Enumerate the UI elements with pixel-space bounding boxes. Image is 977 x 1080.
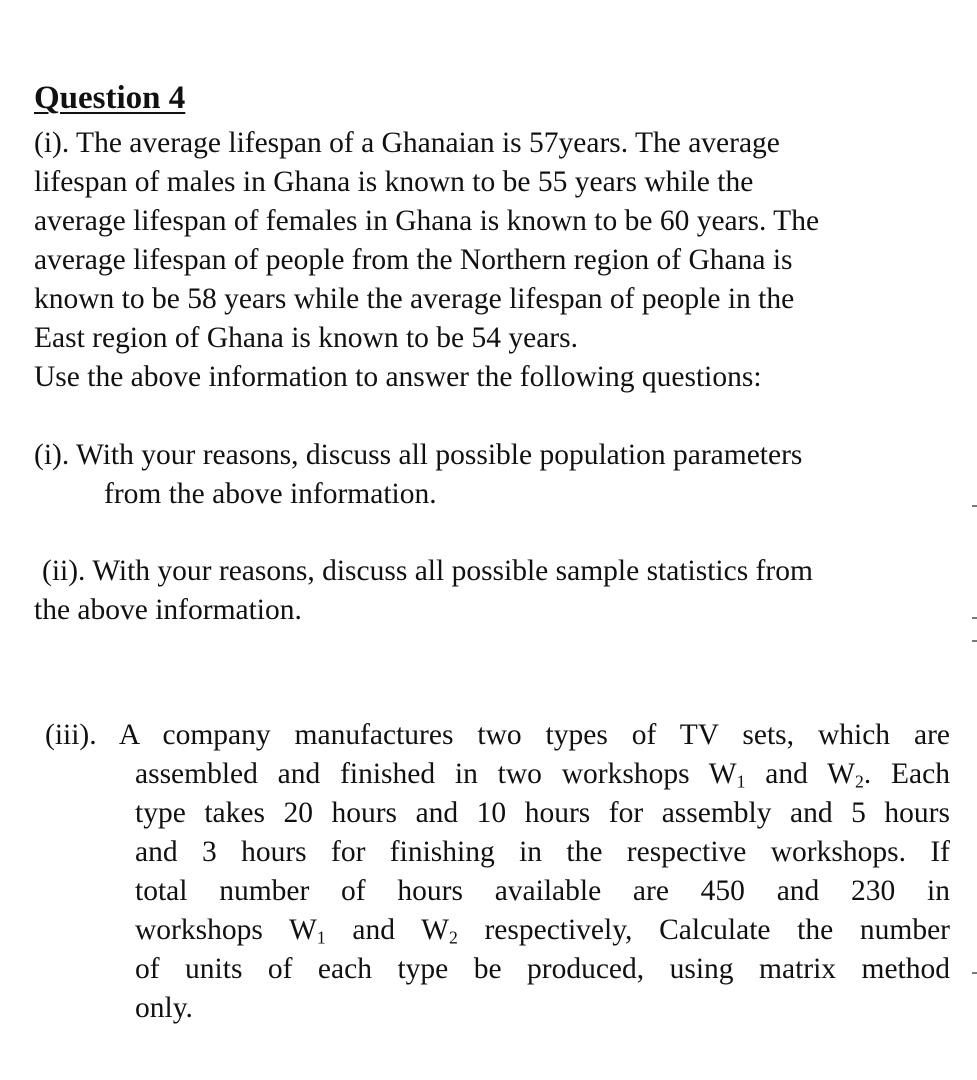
text-fragment: respectively, Calculate the number [457, 914, 950, 946]
intro-line: average lifespan of people from the Northern region of Ghana is [34, 244, 793, 276]
part-iii-line: only. [135, 992, 193, 1024]
part-iii-question [45, 716, 950, 1028]
text-fragment: assembled and finished in two workshops W [135, 758, 737, 790]
part-iii-line [45, 755, 950, 794]
part-iii-line: of units of each type be produced, using matrix method [135, 953, 950, 985]
text-fragment: and W [745, 758, 856, 790]
text-fragment: and W [325, 914, 449, 946]
part-i-question [34, 436, 949, 514]
part-i-line: (i). With your reasons, discuss all possible population parameters [34, 439, 803, 471]
part-ii-question [34, 552, 949, 630]
intro-line: East region of Ghana is known to be 54 years. [34, 322, 578, 354]
question-intro [34, 124, 964, 397]
part-ii-line: the above information. [34, 594, 302, 626]
part-iii-line: type takes 20 hours and 10 hours for assembly and 5 hours [135, 797, 950, 829]
intro-instruction: Use the above information to answer the following questions: [34, 361, 762, 393]
text-fragment: . Each [863, 758, 950, 790]
part-iii-line: (iii). A company manufactures two types of TV sets, which are [45, 719, 950, 751]
edge-mark [972, 617, 977, 619]
part-ii-line: (ii). With your reasons, discuss all possible sample statistics from [42, 555, 813, 587]
intro-line: average lifespan of females in Ghana is known to be 60 years. The [34, 205, 820, 237]
part-iii-line: and 3 hours for finishing in the respective workshops. If [135, 836, 950, 868]
question-title: Question 4 [34, 80, 186, 116]
subscript: 1 [316, 927, 326, 948]
edge-mark [972, 972, 977, 974]
text-fragment: workshops W [135, 914, 317, 946]
edge-mark [972, 505, 977, 507]
subscript: 2 [448, 927, 458, 948]
edge-mark [972, 640, 977, 642]
subscript: 2 [855, 771, 864, 792]
intro-line: lifespan of males in Ghana is known to be 55 years while the [34, 166, 754, 198]
part-i-line: from the above information. [104, 478, 437, 510]
subscript: 1 [736, 771, 746, 792]
part-iii-line: total number of hours available are 450 and 230 in [135, 875, 950, 907]
intro-line: (i). The average lifespan of a Ghanaian is 57years. The average [34, 127, 780, 159]
part-iii-line [45, 911, 950, 950]
intro-line: known to be 58 years while the average lifespan of people in the [34, 283, 795, 315]
